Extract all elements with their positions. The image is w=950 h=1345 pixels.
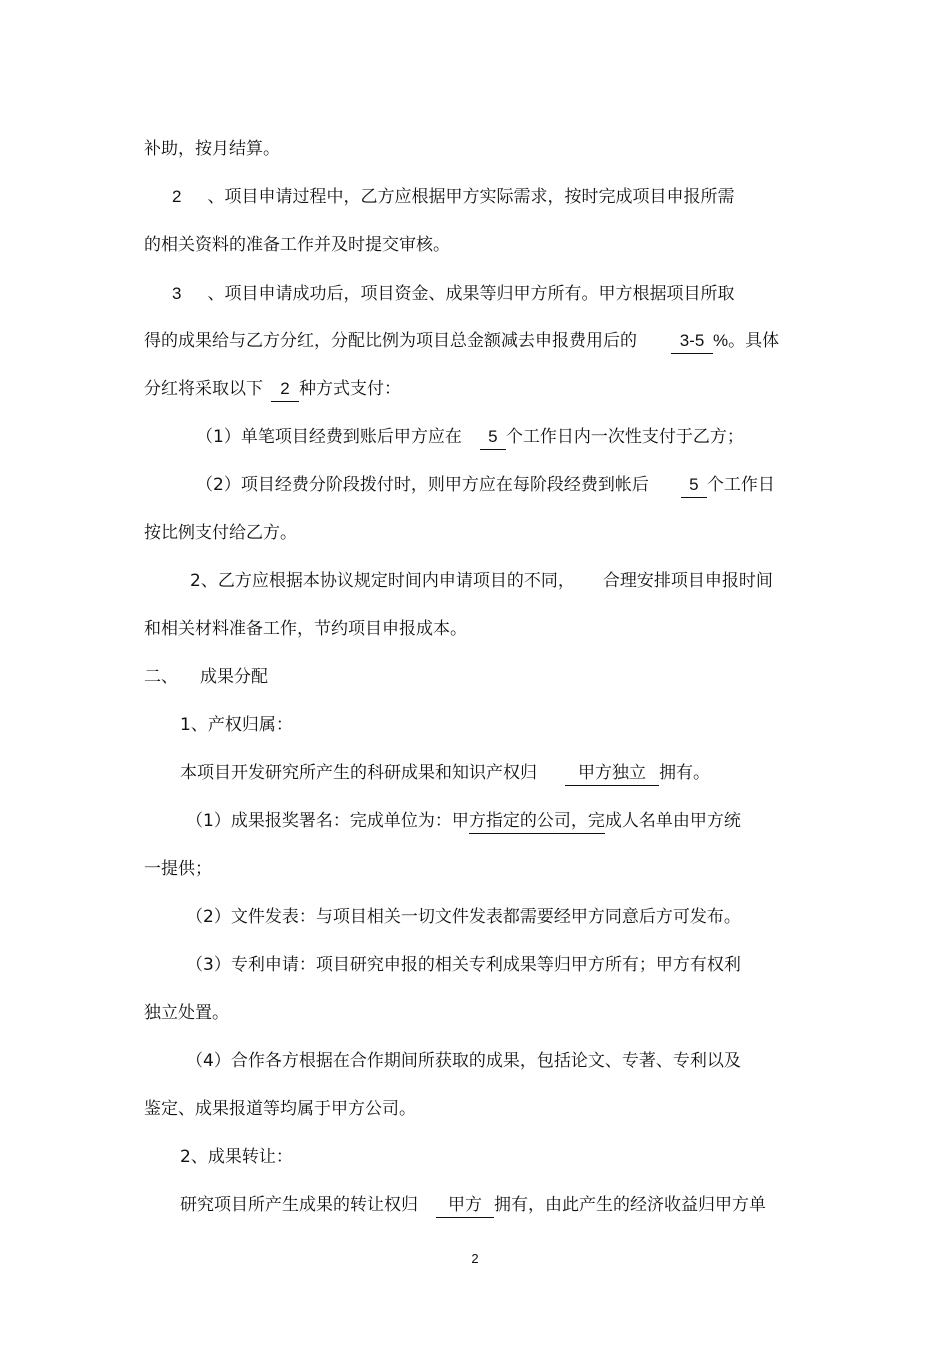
text-segment: （2）项目经费分阶段拨付时，则甲方应在每阶段经费到帐后 [196,475,649,495]
text-line [172,186,734,208]
text-line [196,474,775,496]
section-number: 二、 [144,667,178,687]
text-line: 独立处置。 [144,1003,229,1023]
underlined-blank: 甲方 [436,1194,494,1216]
text-line [196,426,744,448]
text-segment: （1）单笔项目经费到账后甲方应在 [196,427,462,447]
text-line: 一提供； [144,859,212,879]
text-line: 补助，按月结算。 [144,139,280,159]
text-segment: 拥有，由此产生的经济收益归甲方单 [494,1195,766,1215]
underlined-blank: 2 [271,378,299,400]
text-segment: 得的成果给与乙方分红，分配比例为项目总金额减去申报费用后的 [144,331,637,351]
text-segment: 个工作日内一次性支付于乙方； [505,427,744,447]
text-line [144,330,779,352]
page-number: 2 [471,1251,479,1266]
text-segment: （1）成果报奖署名：完成单位为：甲 [186,811,469,831]
text-segment: 、项目申请成功后，项目资金、成果等归甲方所有。甲方根据项目所取 [207,284,735,304]
text-line [180,762,710,784]
text-line: （4）合作各方根据在合作期间所获取的成果，包括论文、专著、专利以及 [186,1051,741,1071]
text-line [186,810,741,832]
text-line: 和相关材料准备工作，节约项目申报成本。 [144,619,467,639]
section-title: 成果分配 [200,667,268,687]
text-segment: 成人名单由甲方统 [604,811,741,831]
text-segment: 个工作日 [706,475,775,495]
text-line [172,283,734,305]
text-line [180,1194,766,1216]
section-heading [144,666,268,688]
text-segment: 合理安排项目申报时间 [602,571,773,591]
underlined-blank: 3-5 [671,330,713,352]
text-line: 的相关资料的准备工作并及时提交审核。 [144,235,450,255]
text-segment: 种方式支付： [299,379,401,399]
text-segment: 。具体 [728,331,780,351]
underlined-blank: 甲方独立 [565,762,659,784]
text-segment: 研究项目所产生成果的转让权归 [180,1195,418,1215]
text-line: 鉴定、成果报道等均属于甲方公司。 [144,1099,416,1119]
text-line [144,378,401,400]
text-segment: 本项目开发研究所产生的科研成果和知识产权归 [180,763,537,783]
subsection-heading: 2、成果转让： [180,1147,293,1167]
text-line: （2）文件发表：与项目相关一切文件发表都需要经甲方同意后方可发布。 [186,907,741,927]
underlined-blank: 5 [480,426,506,448]
text-segment: 拥有。 [659,763,710,783]
text-line [190,570,773,592]
percent-sign: % [713,331,729,350]
item-number: 3 [172,284,182,303]
text-segment: 分红将采取以下 [144,379,263,399]
underlined-blank: 方指定的公司，完 [468,811,605,831]
item-number: 2 [172,187,182,206]
subsection-heading: 1、产权归属： [180,715,293,735]
text-segment: 、项目申请过程中，乙方应根据甲方实际需求，按时完成项目申报所需 [207,187,735,207]
underlined-blank: 5 [681,474,707,496]
text-line: 按比例支付给乙方。 [144,523,297,543]
text-segment: 2、乙方应根据本协议规定时间内申请项目的不同， [190,571,575,591]
text-line: （3）专利申请：项目研究申报的相关专利成果等归甲方所有；甲方有权利 [186,955,741,975]
